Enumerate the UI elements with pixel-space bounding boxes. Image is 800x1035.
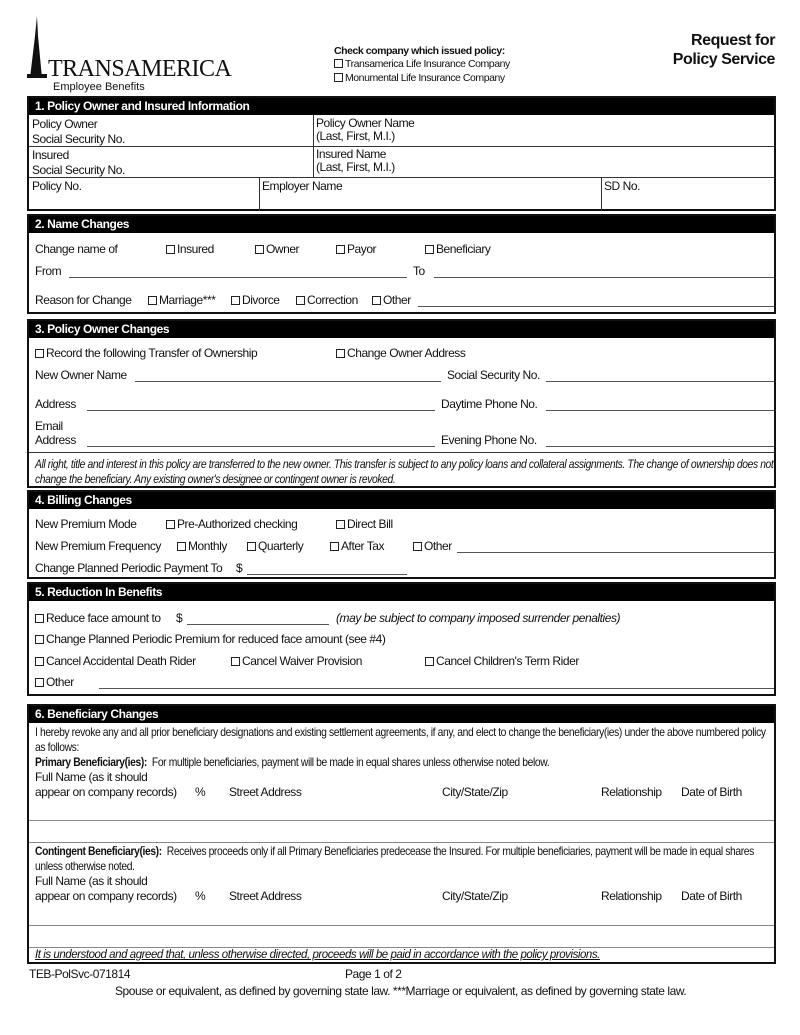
option-label: Transamerica Life Insurance Company (345, 58, 510, 70)
logo-subtitle: Employee Benefits (53, 81, 145, 93)
option-label: Beneficiary (436, 242, 491, 256)
policy-no-field[interactable]: Policy No. (32, 179, 82, 193)
logo-text: TRANSAMERICA (48, 56, 232, 82)
checkbox-cancel-adr[interactable] (35, 654, 196, 668)
checkbox-square-icon[interactable] (35, 614, 44, 623)
col-city-state-zip: City/State/Zip (442, 889, 508, 903)
checkbox-direct-bill[interactable] (336, 517, 393, 531)
option-label: Record the following Transfer of Ownership (46, 346, 258, 360)
checkbox-quarterly[interactable] (247, 539, 303, 553)
daytime-phone-input[interactable] (546, 410, 774, 411)
checkbox-square-icon[interactable] (425, 245, 434, 254)
checkbox-square-icon[interactable] (372, 296, 381, 305)
section-header: 4. Billing Changes (29, 492, 774, 509)
checkbox-square-icon[interactable] (231, 657, 240, 666)
divider (29, 146, 774, 147)
from-label: From (35, 264, 62, 278)
checkbox-correction[interactable] (296, 293, 358, 307)
primary-row-1[interactable] (29, 820, 774, 821)
label-text: appear on company records) (35, 785, 177, 799)
ssn-label: Social Security No. (447, 368, 540, 382)
col-relationship: Relationship (601, 889, 662, 903)
label-text: Address (35, 433, 76, 447)
checkbox-square-icon[interactable] (35, 678, 44, 687)
label: Social Security No. (32, 163, 125, 177)
to-label: To (413, 264, 425, 278)
dollar-sign: $ (176, 611, 183, 625)
option-label: Payor (347, 242, 377, 256)
new-owner-input[interactable] (135, 381, 441, 382)
checkbox-pre-authorized[interactable] (166, 517, 297, 531)
checkbox-square-icon[interactable] (255, 245, 264, 254)
option-label: Correction (307, 293, 358, 307)
option-label: Monthly (188, 539, 227, 553)
label: (Last, First, M.I.) (316, 160, 395, 174)
other-frequency-input[interactable] (457, 552, 774, 553)
contingent-row-1[interactable] (29, 925, 774, 926)
daytime-phone-label: Daytime Phone No. (441, 397, 538, 411)
option-label: Direct Bill (347, 517, 393, 531)
title-line: Policy Service (672, 51, 775, 68)
label: Social Security No. (32, 132, 125, 146)
from-input[interactable] (69, 277, 407, 278)
primary-row-2[interactable] (29, 842, 774, 843)
section-beneficiary-changes (27, 704, 776, 964)
option-label: Other (383, 293, 411, 307)
checkbox-square-icon[interactable] (413, 542, 422, 551)
checkbox-square-icon[interactable] (166, 520, 175, 529)
section-header: 2. Name Changes (29, 216, 774, 233)
label-text: Email (35, 419, 63, 433)
checkbox-square-icon[interactable] (336, 349, 345, 358)
proceeds-note: It is understood and agreed that, unless otherwise directed, proceeds will be paid in accordance with the policy provisions. (35, 949, 600, 961)
other-reason-input[interactable] (418, 306, 774, 307)
label: (Last, First, M.I.) (316, 129, 395, 143)
insured-name-field[interactable] (316, 148, 395, 174)
label: Policy Owner (32, 117, 98, 131)
checkbox-square-icon[interactable] (334, 59, 343, 68)
checkbox-transfer-ownership[interactable] (35, 346, 257, 360)
address-input[interactable] (87, 410, 435, 411)
label-text: Full Name (as it should (35, 770, 148, 784)
premium-mode-label: New Premium Mode (35, 517, 137, 531)
title-line: Request for (691, 32, 775, 49)
label-text: Primary Beneficiary(ies): (35, 755, 147, 769)
option-label: Receives proceeds only if all Primary Beneficiaries predecease the Insured. For multiple beneficiaries, payment will be made in equal shares unless otherwise noted. (35, 844, 754, 873)
sd-no-field[interactable]: SD No. (604, 179, 640, 193)
label: Policy Owner Name (316, 116, 415, 130)
checkbox-square-icon[interactable] (231, 296, 240, 305)
page-number: Page 1 of 2 (345, 967, 402, 981)
checkbox-after-tax[interactable] (330, 539, 384, 553)
option-label: Other (46, 675, 74, 689)
email-address-label (35, 419, 76, 447)
option-label: Cancel Children's Term Rider (436, 654, 579, 668)
checkbox-square-icon[interactable] (296, 296, 305, 305)
section-header: 6. Beneficiary Changes (29, 706, 774, 723)
label-text: Contingent Beneficiary(ies): (35, 844, 162, 858)
col-date-of-birth: Date of Birth (681, 785, 742, 799)
form-id: TEB-PolSvc-071814 (29, 967, 131, 981)
company-check-label: Check company which issued policy: (334, 45, 505, 57)
checkbox-reduce-face-amount[interactable] (35, 611, 161, 625)
checkbox-square-icon[interactable] (148, 296, 157, 305)
section-header: 5. Reduction In Benefits (29, 584, 774, 601)
other-input[interactable] (99, 688, 774, 689)
option-label: Monumental Life Insurance Company (345, 72, 505, 84)
option-label: Insured (177, 242, 214, 256)
section-billing-changes (27, 490, 776, 579)
checkbox-change-owner-address[interactable] (336, 346, 465, 360)
premium-frequency-label: New Premium Frequency (35, 539, 161, 553)
col-percent: % (195, 785, 206, 799)
dollar-sign: $ (236, 561, 243, 575)
change-name-of-label: Change name of (35, 242, 118, 256)
checkbox-cancel-waiver[interactable] (231, 654, 362, 668)
company-option-monumental[interactable] (334, 72, 505, 84)
company-option-transamerica[interactable] (334, 58, 510, 70)
checkbox-change-planned-premium[interactable] (35, 632, 385, 646)
to-input[interactable] (434, 277, 774, 278)
col-street-address: Street Address (229, 785, 302, 799)
label: Insured Name (316, 147, 386, 161)
checkbox-square-icon[interactable] (330, 542, 339, 551)
checkbox-other[interactable] (35, 675, 74, 689)
email-input[interactable] (87, 446, 435, 447)
contingent-row-2[interactable] (29, 947, 774, 948)
checkbox-monthly[interactable] (177, 539, 227, 553)
pyramid-tower-icon (27, 16, 47, 80)
option-label: After Tax (341, 539, 385, 553)
checkbox-square-icon[interactable] (334, 73, 343, 82)
divider (29, 177, 774, 178)
label-text: appear on company records) (35, 889, 177, 903)
owner-name-field[interactable] (316, 117, 414, 143)
checkbox-cancel-children-rider[interactable] (425, 654, 579, 668)
divider (29, 452, 774, 453)
section-reduction-in-benefits (27, 582, 776, 696)
checkbox-square-icon[interactable] (336, 245, 345, 254)
checkbox-owner[interactable] (255, 242, 299, 256)
checkbox-square-icon[interactable] (177, 542, 186, 551)
checkbox-square-icon[interactable] (35, 657, 44, 666)
evening-phone-label: Evening Phone No. (441, 433, 537, 447)
checkbox-square-icon[interactable] (35, 635, 44, 644)
primary-beneficiary-text (35, 755, 775, 770)
checkbox-insured[interactable] (166, 242, 214, 256)
page-title (673, 32, 775, 69)
checkbox-other[interactable] (372, 293, 411, 307)
planned-payment-input[interactable] (247, 574, 407, 575)
checkbox-payor[interactable] (336, 242, 376, 256)
checkbox-square-icon[interactable] (35, 349, 44, 358)
section-header: 1. Policy Owner and Insured Information (29, 98, 774, 115)
checkbox-square-icon[interactable] (425, 657, 434, 666)
revoke-statement: I hereby revoke any and all prior beneficiary designations and existing settlement agreements, if any, and elect to change the beneficiary(ies) under the above numbered policy as follows: (35, 725, 766, 754)
option-label: Marriage*** (159, 293, 216, 307)
option-label: Change Owner Address (347, 346, 466, 360)
option-label: Pre-Authorized checking (177, 517, 298, 531)
insured-ssn-field[interactable] (32, 148, 125, 178)
option-label: Cancel Waiver Provision (242, 654, 362, 668)
employer-name-field[interactable]: Employer Name (262, 179, 343, 193)
section-policy-owner-insured (27, 96, 776, 211)
face-amount-input[interactable] (187, 624, 329, 625)
checkbox-square-icon[interactable] (336, 520, 345, 529)
checkbox-other[interactable] (413, 539, 452, 553)
evening-phone-input[interactable] (546, 446, 774, 447)
divider (313, 115, 314, 177)
checkbox-square-icon[interactable] (247, 542, 256, 551)
reason-label: Reason for Change (35, 293, 132, 307)
checkbox-beneficiary[interactable] (425, 242, 490, 256)
transfer-note: All right, title and interest in this policy are transferred to the new owner. This transfer is subject to any policy loans and collateral assignments. The change of ownership does not change the beneficiary. Any existing owner's designee or contingent owner is revoked. (35, 457, 774, 486)
col-city-state-zip: City/State/Zip (442, 785, 508, 799)
checkbox-marriage[interactable] (148, 293, 215, 307)
option-label: Change Planned Periodic Premium for reduced face amount (see #4) (46, 632, 386, 646)
footnote: Spouse or equivalent, as defined by governing state law. ***Marriage or equivalent, as defined by governing state law. (115, 984, 687, 998)
col-full-name (35, 874, 177, 904)
divider (601, 177, 602, 211)
contingent-beneficiary-text (35, 844, 775, 874)
option-label: Owner (266, 242, 300, 256)
section-policy-owner-changes (27, 319, 776, 488)
col-date-of-birth: Date of Birth (681, 889, 742, 903)
col-relationship: Relationship (601, 785, 662, 799)
col-percent: % (195, 889, 206, 903)
surrender-note: (may be subject to company imposed surrender penalties) (336, 611, 621, 625)
section-name-changes (27, 214, 776, 314)
option-label: Other (424, 539, 452, 553)
new-owner-label: New Owner Name (35, 368, 127, 382)
address-label: Address (35, 397, 76, 411)
col-full-name (35, 770, 177, 800)
option-label: Cancel Accidental Death Rider (46, 654, 196, 668)
label-text: Full Name (as it should (35, 874, 148, 888)
option-label: Reduce face amount to (46, 611, 161, 625)
option-label: For multiple beneficiaries, payment will be made in equal shares unless otherwise noted below. (151, 755, 550, 769)
option-label: Quarterly (258, 539, 304, 553)
option-label: Divorce (242, 293, 280, 307)
checkbox-square-icon[interactable] (166, 245, 175, 254)
section-header: 3. Policy Owner Changes (29, 321, 774, 338)
owner-ssn-field[interactable] (32, 117, 125, 147)
ssn-input[interactable] (546, 381, 774, 382)
col-street-address: Street Address (229, 889, 302, 903)
planned-payment-label: Change Planned Periodic Payment To (35, 561, 223, 575)
checkbox-divorce[interactable] (231, 293, 280, 307)
divider (259, 177, 260, 211)
label: Insured (32, 148, 69, 162)
